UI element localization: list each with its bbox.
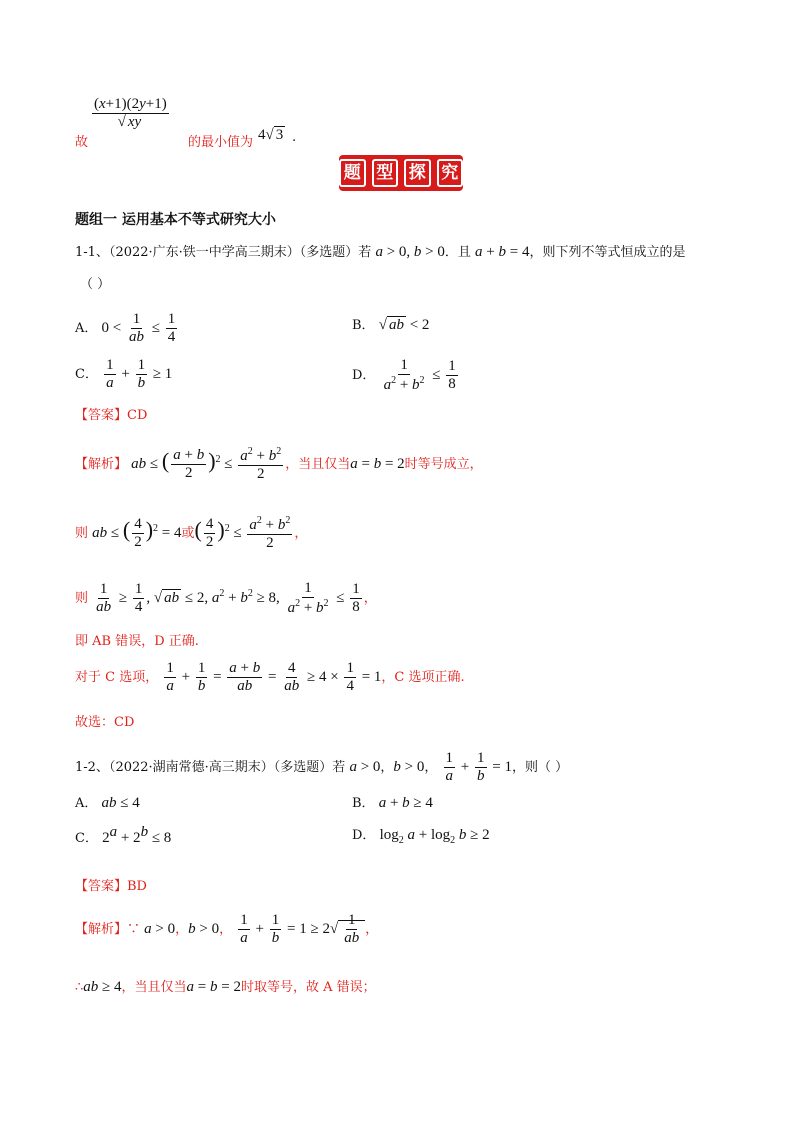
section-title: 题组一 运用基本不等式研究大小 xyxy=(75,212,276,228)
q1-final: 故选：CD xyxy=(75,715,135,730)
q1-number: 1-1、 xyxy=(75,245,109,260)
q1-sum: a + b = 4 xyxy=(475,244,530,260)
q1-paren: （ ） xyxy=(80,277,111,292)
option-letter: C． xyxy=(75,367,98,383)
q2-answer: 【答案】BD xyxy=(75,879,147,894)
q1-option-c: C． $\frac{1}{a}$ + $\frac{1}{b}$ ≥ 1 xyxy=(75,357,173,392)
badge-char: 究 xyxy=(437,159,464,187)
q1-option-a: A． 0 < $\frac{1}{ab}$ ≤ $\frac{1}{4}$ xyxy=(75,311,176,346)
q1-cond-mid: ．且 xyxy=(444,245,471,260)
q1-analysis-line2: 则 ab ≤ ( $\frac{4}{2}$ )$^2$ = 4或( $\frac{4}{2}$ )$^2$ ≤ $\frac{a^2 + b^2}{2}$ ， xyxy=(75,515,308,552)
q1-option-d: D． $\frac{1}{a^2 + b^2}$ ≤ $\frac{1}{8}$ xyxy=(352,357,456,394)
q2-option-a: A． ab ≤ 4 xyxy=(75,795,140,811)
intro-end: . xyxy=(292,130,297,145)
section-badge xyxy=(339,155,463,191)
analysis-label: 【解析】 xyxy=(75,457,128,473)
q1-option-b: B． √ ab < 2 xyxy=(352,317,430,333)
badge-char: 探 xyxy=(404,159,431,187)
intro-fraction: $\frac{(x+1)(2y+1)}{√ xy}$ xyxy=(94,96,167,131)
badge-char: 题 xyxy=(339,159,366,187)
option-letter: B． xyxy=(352,318,375,333)
q2-option-b: B． a + b ≥ 4 xyxy=(352,795,433,811)
intro-min-value: 4√ 3 xyxy=(258,127,284,143)
option-letter: D． xyxy=(352,368,376,384)
q2-option-c: C． $2^a + 2^b \le 8$ xyxy=(75,824,172,846)
q1-source: （2022·广东·铁一中学高三期末）（多选题）若 xyxy=(108,245,372,260)
q1-answer: 【答案】CD xyxy=(75,408,148,423)
q1-condition: a > 0, b > 0 xyxy=(375,244,445,260)
intro-suffix: 的最小值为 xyxy=(188,135,254,150)
q2-option-d: D． $\log_2 a + \log_2 b \ge 2$ xyxy=(352,827,490,846)
q1-cond-tail: ，则下列不等式恒成立的是 xyxy=(529,245,686,260)
q1-conclusion: 即 AB 错误，D 正确. xyxy=(75,634,199,649)
intro-prefix: 故 xyxy=(75,135,89,150)
q1-stem xyxy=(75,241,685,261)
q2-stem: 1-2、（2022·湖南常德·高三期末）（多选题）若 a > 0，b > 0， $\frac{1}{a}$ + $\frac{1}{b}$ = 1，则（ ） xyxy=(75,750,569,785)
badge-char: 型 xyxy=(372,159,399,187)
q1-c-check: 对于 C 选项， $\frac{1}{a}$ + $\frac{1}{b}$ = $\frac{a + b}{ab}$ = $\frac{4}{ab}$ ≥ 4 × $\frac{1}{4}$ = 1，C 选项正确. xyxy=(75,660,465,695)
option-letter: A． xyxy=(75,321,98,337)
q1-analysis-line3: 则 $\frac{1}{ab}$ ≥ $\frac{1}{4}$ , √ ab ≤ 2, $a^2 + b^2 \ge 8$, $\frac{1}{a^2 + b^2}$ ≤ $\frac{1}{8}$ ， xyxy=(75,580,377,617)
q1-analysis-line1: 【解析】 ab ≤ ( $\frac{a + b}{2}$ )$^2$ ≤ $\frac{a^2 + b^2}{2}$ ，当且仅当a = b = 2时等号成立， xyxy=(75,446,483,483)
q2-analysis-line2: ∴ab ≥ 4，当且仅当a = b = 2时取等号，故 A 错误； xyxy=(75,979,376,995)
q2-analysis-line1: 【解析】∵ a > 0，b > 0， $\frac{1}{a}$ + $\frac{1}{b}$ = 1 ≥ 2√ $\frac{1}{ab}$ ， xyxy=(75,912,379,947)
